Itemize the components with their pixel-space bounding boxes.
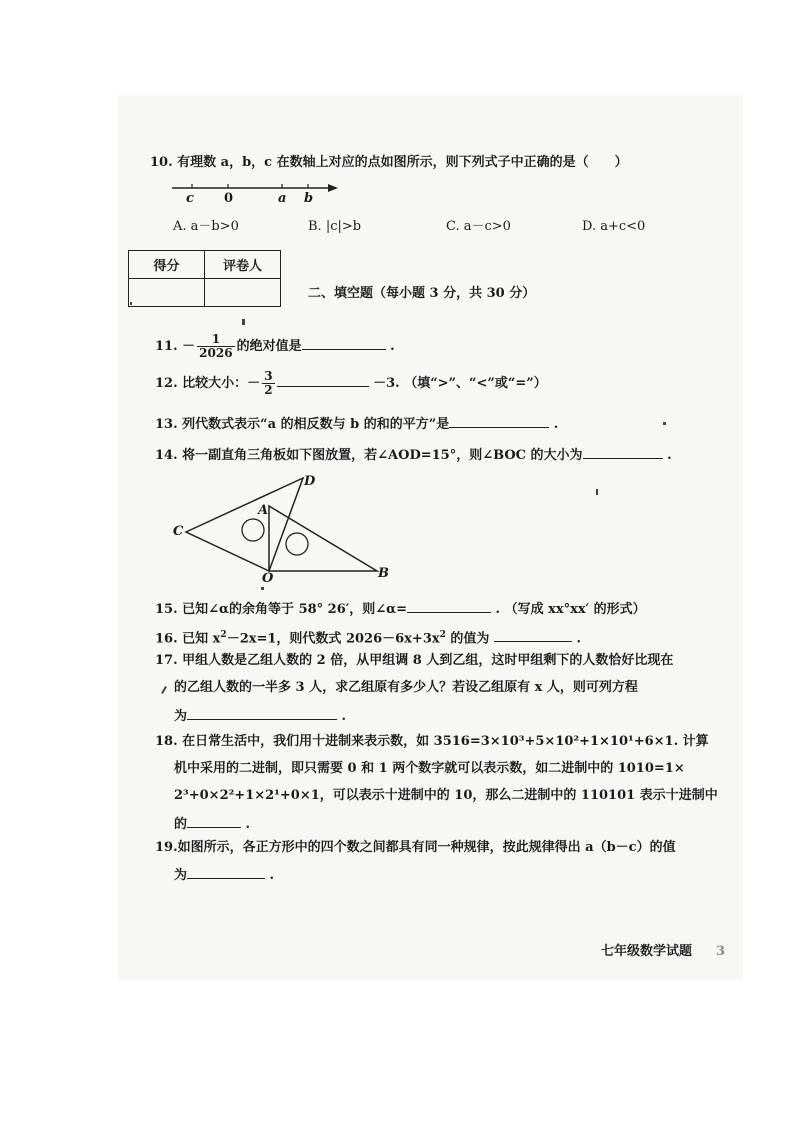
q11-frac-num: 1 xyxy=(197,333,234,347)
q10-option-b: B. |c|>b xyxy=(308,219,362,234)
q14-text: 14. 将一副直角三角板如下图放置，若∠AOD=15°，则∠BOC 的大小为 xyxy=(155,448,583,463)
scan-speck xyxy=(596,489,598,495)
q16-text-b: －2x=1，则代数式 2026－6x+3x xyxy=(226,631,440,647)
q18-line2: 机中采用的二进制，即只需要 0 和 1 两个数字就可以表示数，如二进制中的 1010=1× xyxy=(174,761,685,776)
q12-hint: （填“>”、“<”或“=”） xyxy=(404,376,547,391)
q16-answer-blank xyxy=(494,629,572,642)
q11-text: 的绝对值是 xyxy=(236,339,302,354)
axis-label-a: a xyxy=(278,191,287,206)
q12-number: 12. xyxy=(155,376,178,391)
q15-hint: （写成 xx°xx′ 的形式） xyxy=(504,602,646,617)
q12-minus: － xyxy=(247,376,261,391)
footer-title: 七年级数学试题 xyxy=(601,944,693,959)
q18-line1: 18. 在日常生活中，我们用十进制来表示数，如 3516=3×10³+5×10²+1×10¹+6×1. 计算 xyxy=(155,734,709,749)
q19-line1: 19.如图所示，各正方形中的四个数之间都具有同一种规律，按此规律得出 a（b－c）的值 xyxy=(155,840,676,855)
q13-answer-blank xyxy=(449,415,549,428)
grader-cell xyxy=(205,279,281,307)
q12-answer-blank xyxy=(277,374,369,387)
q17-line1: 17. 甲组人数是乙组人数的 2 倍，从甲组调 8 人到乙组，这时甲组剩下的人数恰好比现在 xyxy=(155,653,674,668)
q17-line3 xyxy=(174,707,346,725)
q14-answer-blank xyxy=(583,446,663,459)
q15-text: 15. 已知∠α的余角等于 58° 26′，则∠α= xyxy=(155,602,407,617)
q13-text: 13. 列代数式表示“a 的相反数与 b 的和的平方”是 xyxy=(155,417,450,432)
q11-answer-blank xyxy=(302,337,386,350)
q15-line xyxy=(155,600,646,618)
q17-end: . xyxy=(341,709,347,724)
q17-answer-blank xyxy=(187,707,337,720)
q15-answer-blank xyxy=(407,600,491,613)
q12-fraction xyxy=(262,370,274,397)
q17-prefix: 为 xyxy=(174,709,188,724)
q12-text: 比较大小： xyxy=(182,376,248,391)
q19-end: . xyxy=(269,868,275,883)
score-table xyxy=(128,250,281,307)
scan-speck xyxy=(261,587,264,590)
q12-line xyxy=(155,367,547,401)
q11-minus: － xyxy=(182,339,196,354)
q14-line xyxy=(155,446,672,464)
q16-text-a: 16. 已知 x xyxy=(155,631,221,647)
triangle-diagram xyxy=(170,470,400,590)
score-header: 得分 xyxy=(129,251,205,279)
q13-end: . xyxy=(553,417,559,432)
q12-frac-den: 2 xyxy=(264,383,273,397)
q11-number: 11. xyxy=(155,339,178,354)
axis-label-zero: 0 xyxy=(224,191,234,206)
q15-end: . xyxy=(495,602,501,617)
q16-text-c: 的值为 xyxy=(445,631,490,647)
q16-end: . xyxy=(576,631,582,647)
number-line xyxy=(170,178,340,208)
q16-sup-a: 2 xyxy=(220,630,227,640)
q16-sup-b: 2 xyxy=(439,630,446,640)
label-d: D xyxy=(304,474,316,489)
q18-answer-blank xyxy=(187,815,241,828)
scan-speck xyxy=(663,422,666,425)
label-a: A xyxy=(258,503,269,518)
scan-speck xyxy=(242,319,245,325)
label-c: C xyxy=(173,524,184,539)
q18-prefix: 的 xyxy=(174,817,188,832)
q14-end: . xyxy=(667,448,672,463)
q11-line xyxy=(155,330,395,364)
q10-option-a: A. a－b>0 xyxy=(173,219,239,234)
footer-page: 3 xyxy=(716,944,726,959)
q12-compare: －3. xyxy=(373,376,400,391)
q17-line2: 的乙组人数的一半多 3 人，求乙组原有多少人？若设乙组原有 x 人，则可列方程 xyxy=(174,680,638,695)
q13-line xyxy=(155,415,558,433)
label-b: B xyxy=(378,566,389,581)
q18-line3: 2³+0×2²+1×2¹+0×1，可以表示十进制中的 10，那么二进制中的 110101 表示十进制中 xyxy=(174,788,718,803)
axis-label-b: b xyxy=(304,191,314,206)
q18-end: . xyxy=(245,817,251,832)
label-o: O xyxy=(262,571,274,586)
score-cell xyxy=(129,279,205,307)
q10-option-c: C. a－c>0 xyxy=(446,219,511,234)
axis-label-c: c xyxy=(186,191,194,206)
grader-header: 评卷人 xyxy=(205,251,281,279)
q10-text: 10. 有理数 a，b，c 在数轴上对应的点如图所示，则下列式子中正确的是（ ） xyxy=(150,155,628,170)
q19-line2 xyxy=(174,866,274,884)
q11-fraction xyxy=(197,333,234,360)
q18-line4 xyxy=(174,815,250,833)
q10-option-d: D. a+c<0 xyxy=(582,219,646,234)
q12-frac-num: 3 xyxy=(264,369,273,383)
q19-prefix: 为 xyxy=(174,868,188,883)
section2-title: 二、填空题（每小题 3 分，共 30 分） xyxy=(308,286,536,301)
q16-line xyxy=(155,627,581,647)
q11-frac-den: 2026 xyxy=(199,346,233,360)
q11-end: . xyxy=(390,339,395,354)
scan-speck xyxy=(130,302,132,305)
q19-answer-blank xyxy=(187,866,265,879)
